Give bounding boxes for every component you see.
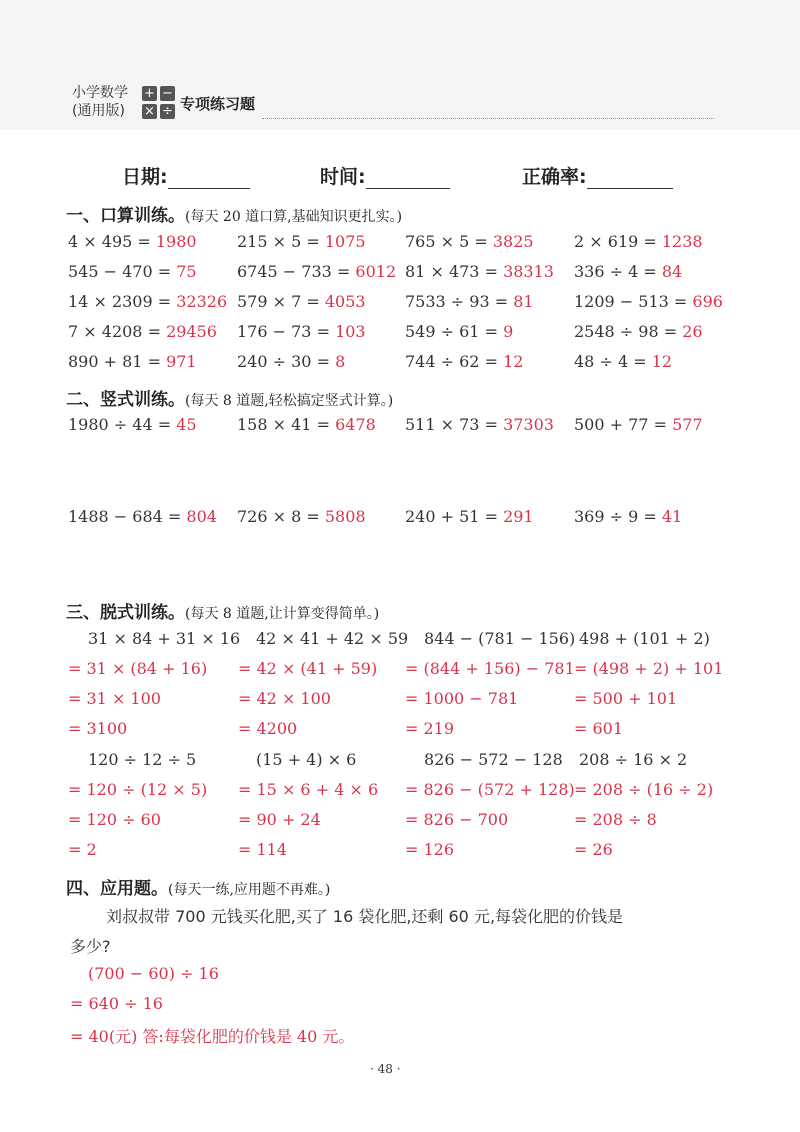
step-calc-step: = (844 + 156) − 781 [405, 659, 575, 678]
time-field [320, 162, 450, 189]
word-problem-line-1: 刘叔叔带 700 元钱买化肥,买了 16 袋化肥,还剩 60 元,每袋化肥的价钱是 [106, 907, 624, 926]
solution-step-2: = 640 ÷ 16 [70, 994, 163, 1013]
plus-icon: + [142, 86, 157, 101]
answer: 81 [513, 292, 534, 311]
step-calc-step: = 31 × (84 + 16) [68, 659, 208, 678]
vertical-calc-item [574, 415, 703, 434]
question: 1488 − 684 = [68, 507, 187, 526]
answer: 38313 [503, 262, 554, 281]
section-4-title: 四、应用题。 [66, 879, 168, 899]
step-calc-step: = 42 × (41 + 59) [238, 659, 378, 678]
accuracy-label: 正确率: [522, 166, 587, 188]
oral-calc-item [237, 232, 366, 251]
step-calc-step: = 126 [405, 840, 455, 859]
divide-icon: ÷ [160, 104, 175, 119]
date-field [122, 162, 250, 189]
answer: 577 [672, 415, 703, 434]
answer: 41 [661, 507, 683, 526]
step-calc-step: = 26 [574, 840, 613, 859]
step-calc-question: 208 ÷ 16 × 2 [579, 750, 688, 769]
step-calc-question: 42 × 41 + 42 × 59 [256, 629, 409, 648]
section-4-heading [66, 874, 330, 899]
oral-calc-item [574, 352, 672, 371]
question: 176 − 73 = [237, 322, 336, 341]
question: 369 ÷ 9 = [574, 507, 662, 526]
time-label: 时间: [320, 166, 366, 188]
vertical-calc-item [405, 415, 554, 434]
question: 890 + 81 = [68, 352, 167, 371]
oral-calc-item [405, 292, 534, 311]
oral-calc-item [405, 232, 534, 251]
question: 500 + 77 = [574, 415, 673, 434]
vertical-calc-item [405, 507, 534, 526]
oral-calc-item [68, 322, 217, 341]
section-3-title: 三、脱式训练。 [66, 603, 185, 623]
brand-line-2: (通用版) [72, 103, 125, 119]
question: 1980 ÷ 44 = [68, 415, 177, 434]
step-calc-step: = 1000 − 781 [405, 689, 519, 708]
word-problem-line-2: 多少? [70, 937, 111, 956]
answer: 12 [503, 352, 524, 371]
section-1-heading [66, 201, 402, 226]
answer: 1075 [324, 232, 366, 251]
oral-calc-item [405, 352, 523, 371]
question: 726 × 8 = [237, 507, 325, 526]
step-calc-step: = 120 ÷ (12 × 5) [68, 780, 208, 799]
accuracy-field [522, 162, 673, 189]
question: 511 × 73 = [405, 415, 504, 434]
step-calc-question: 498 + (101 + 2) [579, 629, 710, 648]
answer: 45 [176, 415, 197, 434]
oral-calc-item [237, 322, 366, 341]
vertical-calc-item [237, 415, 376, 434]
oral-calc-item [405, 322, 513, 341]
question: 14 × 2309 = [68, 292, 177, 311]
answer: 6478 [335, 415, 376, 434]
header-divider [262, 118, 714, 119]
step-calc-question: 826 − 572 − 128 [424, 750, 563, 769]
oral-calc-item [68, 352, 197, 371]
oral-calc-item [68, 292, 227, 311]
answer: 103 [335, 322, 366, 341]
step-calc-question: 120 ÷ 12 ÷ 5 [88, 750, 197, 769]
section-2-title: 二、竖式训练。 [66, 390, 185, 410]
answer: 29456 [166, 322, 217, 341]
book-brand [72, 84, 128, 120]
answer: 8 [335, 352, 346, 371]
step-calc-question: (15 + 4) × 6 [256, 750, 357, 769]
answer: 291 [503, 507, 534, 526]
time-blank [366, 170, 450, 189]
step-calc-step: = 31 × 100 [68, 689, 161, 708]
step-calc-step: = 90 + 24 [238, 810, 321, 829]
step-calc-question: 844 − (781 − 156) [424, 629, 576, 648]
header-title: 专项练习题 [180, 95, 256, 113]
step-calc-step: = 3100 [68, 719, 128, 738]
answer: 84 [661, 262, 683, 281]
question: 765 × 5 = [405, 232, 493, 251]
page-number: · 48 · [370, 1062, 401, 1076]
question: 336 ÷ 4 = [574, 262, 662, 281]
answer: 6012 [355, 262, 397, 281]
answer: 971 [166, 352, 197, 371]
oral-calc-item [574, 322, 703, 341]
question: 215 × 5 = [237, 232, 325, 251]
oral-calc-item [237, 262, 396, 281]
question: 240 ÷ 30 = [237, 352, 336, 371]
oral-calc-item [237, 352, 345, 371]
solution-step-1: (700 − 60) ÷ 16 [88, 964, 219, 983]
step-calc-step: = 15 × 6 + 4 × 6 [238, 780, 379, 799]
date-label: 日期: [122, 166, 168, 188]
date-blank [168, 170, 250, 189]
step-calc-step: = 114 [238, 840, 288, 859]
vertical-calc-item [68, 415, 197, 434]
question: 7533 ÷ 93 = [405, 292, 514, 311]
question: 549 ÷ 61 = [405, 322, 504, 341]
vertical-calc-item [574, 507, 682, 526]
section-2-note: (每天 8 道题,轻松搞定竖式计算。) [185, 393, 394, 409]
question: 4 × 495 = [68, 232, 156, 251]
answer: 804 [186, 507, 217, 526]
answer: 3825 [492, 232, 534, 251]
answer: 37303 [503, 415, 554, 434]
answer: 5808 [324, 507, 366, 526]
oral-calc-item [237, 292, 366, 311]
section-3-heading [66, 598, 379, 623]
answer: 12 [651, 352, 673, 371]
answer: 26 [682, 322, 703, 341]
step-calc-step: = 208 ÷ 8 [574, 810, 657, 829]
accuracy-blank [587, 170, 673, 189]
question: 7 × 4208 = [68, 322, 167, 341]
answer: 9 [503, 322, 514, 341]
times-icon: × [142, 104, 157, 119]
question: 545 − 470 = [68, 262, 177, 281]
question: 2548 ÷ 98 = [574, 322, 683, 341]
oral-calc-item [574, 292, 723, 311]
oral-calc-item [574, 232, 703, 251]
step-calc-step: = 601 [574, 719, 624, 738]
step-calc-step: = 826 − (572 + 128) [405, 780, 575, 799]
solution-step-3: = 40(元) 答:每袋化肥的价钱是 40 元。 [70, 1027, 355, 1046]
oral-calc-item [68, 232, 197, 251]
oral-calc-item [574, 262, 682, 281]
step-calc-question: 31 × 84 + 31 × 16 [88, 629, 241, 648]
section-4-note: (每天一练,应用题不再难。) [168, 882, 331, 898]
answer: 75 [176, 262, 197, 281]
question: 579 × 7 = [237, 292, 325, 311]
step-calc-step: = (498 + 2) + 101 [574, 659, 724, 678]
oral-calc-item [405, 262, 554, 281]
question: 158 × 41 = [237, 415, 336, 434]
section-1-note: (每天 20 道口算,基础知识更扎实。) [185, 209, 403, 225]
vertical-calc-item [68, 507, 217, 526]
section-1-title: 一、口算训练。 [66, 206, 185, 226]
section-3-note: (每天 8 道题,让计算变得简单。) [185, 606, 380, 622]
answer: 696 [692, 292, 723, 311]
oral-calc-item [68, 262, 197, 281]
answer: 1980 [155, 232, 197, 251]
step-calc-step: = 219 [405, 719, 455, 738]
brand-line-1: 小学数学 [72, 85, 128, 101]
step-calc-step: = 4200 [238, 719, 298, 738]
question: 744 ÷ 62 = [405, 352, 504, 371]
step-calc-step: = 826 − 700 [405, 810, 509, 829]
step-calc-step: = 208 ÷ (16 ÷ 2) [574, 780, 714, 799]
step-calc-step: = 120 ÷ 60 [68, 810, 161, 829]
question: 1209 − 513 = [574, 292, 693, 311]
question: 81 × 473 = [405, 262, 504, 281]
question: 240 + 51 = [405, 507, 504, 526]
operator-icons [142, 86, 176, 120]
step-calc-step: = 500 + 101 [574, 689, 678, 708]
answer: 1238 [661, 232, 703, 251]
section-2-heading [66, 385, 393, 410]
step-calc-step: = 2 [68, 840, 97, 859]
minus-icon: − [160, 86, 175, 101]
answer: 32326 [176, 292, 228, 311]
question: 2 × 619 = [574, 232, 662, 251]
question: 48 ÷ 4 = [574, 352, 652, 371]
question: 6745 − 733 = [237, 262, 356, 281]
step-calc-step: = 42 × 100 [238, 689, 331, 708]
vertical-calc-item [237, 507, 366, 526]
answer: 4053 [324, 292, 366, 311]
